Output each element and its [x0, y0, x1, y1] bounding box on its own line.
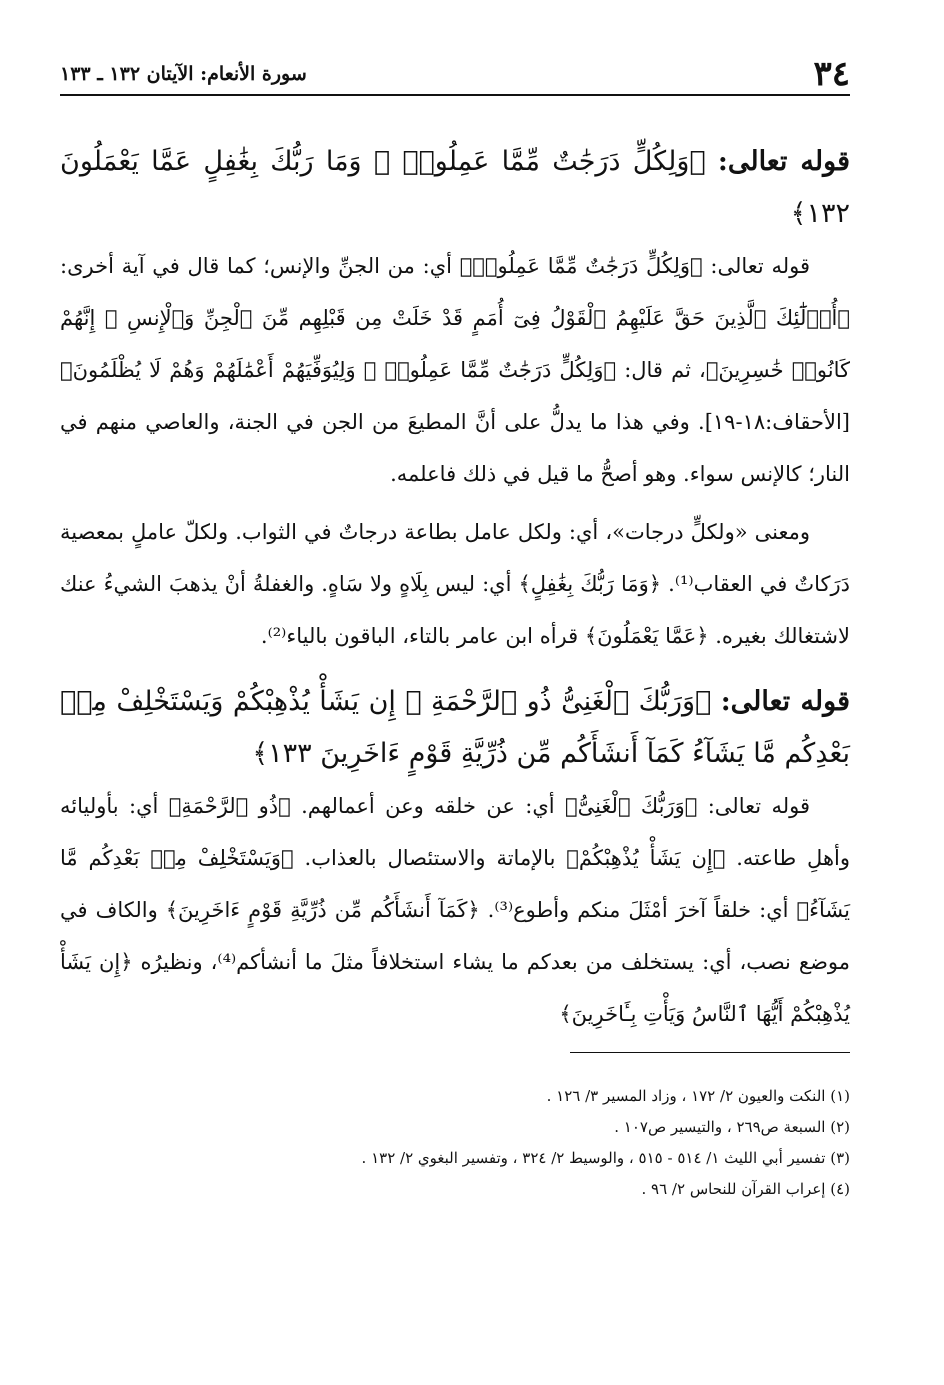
footnote: (٢) السبعة ص٢٦٩ ، والتيسير ص١٠٧ . — [614, 1118, 850, 1136]
footnote-rule — [570, 1052, 850, 1053]
verse-heading — [60, 676, 850, 780]
footnote-separator — [60, 1040, 850, 1053]
verse-heading-lead: قوله تعالى: — [717, 146, 850, 177]
footnote: (١) النكت والعيون ٢/ ١٧٢ ، وزاد المسير ٣/ ١٢٦ . — [546, 1087, 850, 1105]
footnote: (٣) تفسير أبي الليث ١/ ٥١٤ - ٥١٥ ، والوسيط ٢/ ٣٢٤ ، وتفسير البغوي ٢/ ١٣٢ . — [361, 1149, 850, 1167]
commentary-paragraph: قوله تعالى: ﴿وَلِكُلٍّ دَرَجَٰتٌ مِّمَّا عَمِلُوا۟﴾ أي: من الجنِّ والإنس؛ كما قال في آية أخرى: ﴿أُو۟لَٰٓئِكَ ٱلَّذِينَ حَقَّ عَلَيْهِمُ ٱلْقَوْلُ فِىٓ أُمَمٍ قَدْ خَلَتْ مِن قَبْلِهِم مِّنَ ٱلْجِنِّ وَٱلْإِنسِ ۖ إِنَّهُمْ كَانُوا۟ خَٰسِرِينَ﴾، ثم قال: ﴿وَلِكُلٍّ دَرَجَٰتٌ مِّمَّا عَمِلُوا۟ ۖ وَلِيُوَفِّيَهُمْ أَعْمَٰلَهُمْ وَهُمْ لَا يُظْلَمُونَ﴾ [الأحقاف:١٨-١٩]. وفي هذا ما يدلُّ على أنَّ المطيعَ من الجن في الجنة، والعاصي منهم في النار؛ كالإنس سواء. وهو أصحُّ ما قيل في ذلك فاعلمه. — [60, 254, 850, 486]
page-header — [60, 48, 850, 96]
verse-heading-text: ﴿وَلِكُلٍّ دَرَجَٰتٌ مِّمَّا عَمِلُوا۟ ۚ وَمَا رَبُّكَ بِغَٰفِلٍ عَمَّا يَعْمَلُونَ ١٣٢﴾ — [60, 146, 850, 229]
commentary-paragraph: ومعنى «ولكلٍّ درجات»، أي: ولكل عامل بطاعة درجاتٌ في الثواب. ولكلّ عاملٍ بمعصية دَرَكاتٌ في العقاب⁽¹⁾. ﴿وَمَا رَبُّكَ بِغَٰفِلٍ﴾ أي: ليس بِلَاهٍ ولا سَاهٍ. والغفلةُ أنْ يذهبَ الشيءُ عنك لاشتغالك بغيره. ﴿عَمَّا يَعْمَلُونَ﴾ قرأه ابن عامر بالتاء، الباقون بالياء⁽²⁾. — [60, 520, 850, 648]
commentary-paragraph: قوله تعالى: ﴿وَرَبُّكَ ٱلْغَنِىُّ﴾ أي: عن خلقه وعن أعمالهم. ﴿ذُو ٱلرَّحْمَةِ﴾ أي: بأوليائه وأهلِ طاعته. ﴿إِن يَشَأْ يُذْهِبْكُمْ﴾ بالإماتة والاستئصال بالعذاب. ﴿وَيَسْتَخْلِفْ مِنۢ بَعْدِكُم مَّا يَشَآءُ﴾ أي: خلقاً آخرَ أمْثَلَ منكم وأطوع⁽³⁾. ﴿كَمَآ أَنشَأَكُم مِّن ذُرِّيَّةِ قَوْمٍ ءَاخَرِينَ﴾ والكاف في موضع نصب، أي: يستخلف من بعدكم ما يشاء استخلافاً مثلَ ما أنشأكم⁽⁴⁾، ونظيرُه ﴿إِن يَشَأْ يُذْهِبْكُمْ أَيُّهَا ٱلنَّاسُ وَيَأْتِ بِـَٔاخَرِينَ﴾ — [60, 794, 850, 1026]
running-title: سورة الأنعام: الآيتان ١٣٢ ـ ١٣٣ — [60, 63, 307, 85]
footnotes — [60, 1081, 850, 1205]
verse-heading — [60, 136, 850, 240]
section-verse-133 — [60, 676, 850, 1040]
verse-heading-text: ﴿وَرَبُّكَ ٱلْغَنِىُّ ذُو ٱلرَّحْمَةِ ۚ إِن يَشَأْ يُذْهِبْكُمْ وَيَسْتَخْلِفْ مِنۢ بَعْدِكُم مَّا يَشَآءُ كَمَآ أَنشَأَكُم مِّن ذُرِّيَّةِ قَوْمٍ ءَاخَرِينَ ١٣٣﴾ — [60, 686, 850, 769]
book-page — [60, 48, 850, 1205]
section-verse-132 — [60, 136, 850, 662]
verse-heading-lead: قوله تعالى: — [720, 686, 850, 717]
footnote: (٤) إعراب القرآن للنحاس ٢/ ٩٦ . — [641, 1180, 850, 1198]
page-number: ٣٤ — [813, 54, 850, 94]
